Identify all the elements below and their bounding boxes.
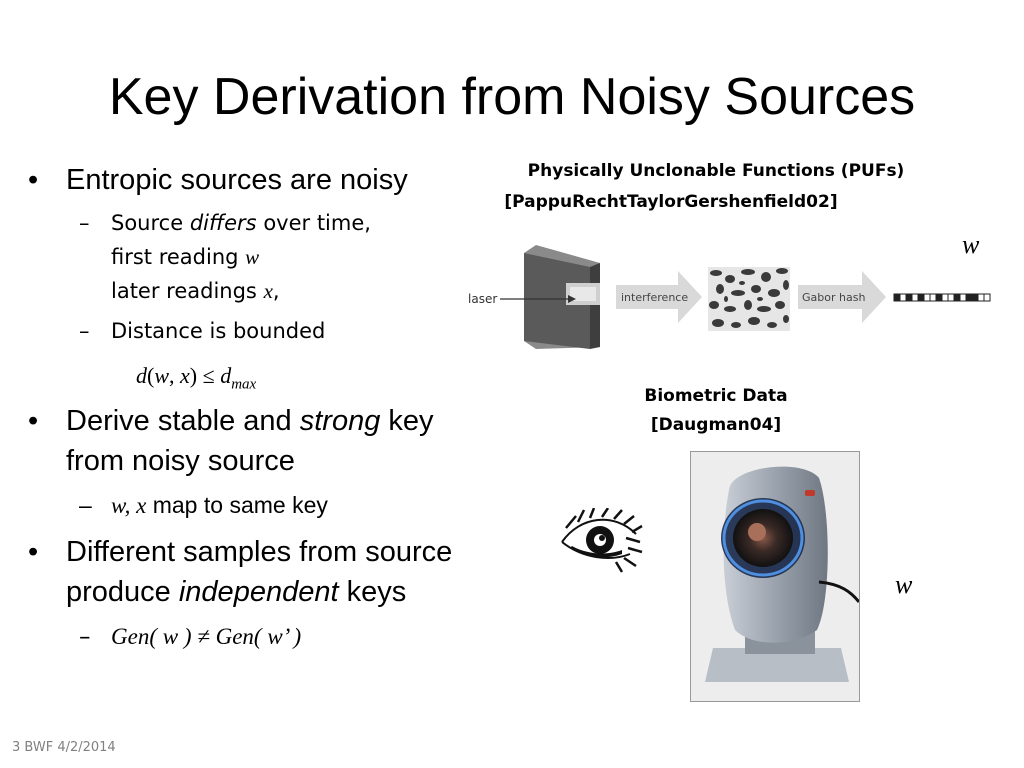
bullet-text: Entropic sources are noisy bbox=[66, 164, 408, 196]
formula-w: w bbox=[154, 363, 170, 388]
puf-caption-title: Physically Unclonable Functions (PUFs) bbox=[527, 161, 905, 181]
bullet-dot: • bbox=[28, 405, 39, 437]
bullet-derive-stable-key bbox=[28, 401, 434, 481]
gen-formula: Gen( w ) ≠ Gen( w’ ) bbox=[111, 624, 302, 649]
sub-bullet-dash: – bbox=[79, 624, 91, 650]
sub-text: over time, bbox=[256, 211, 371, 235]
interference-label: interference bbox=[621, 291, 689, 304]
sub-bullet-map-same-key bbox=[79, 489, 328, 522]
bullet-text: produce bbox=[66, 576, 179, 608]
sub-bullet-distance-bounded bbox=[79, 314, 326, 348]
bullet-text: keys bbox=[338, 576, 407, 608]
formula-x: x bbox=[180, 363, 190, 388]
laser-label: laser bbox=[468, 292, 498, 306]
eye-icon bbox=[556, 508, 644, 574]
formula-subscript: max bbox=[231, 376, 257, 393]
formula-d: d bbox=[136, 363, 147, 388]
bit-string bbox=[894, 294, 990, 301]
variables-w-x: w, x bbox=[111, 493, 147, 518]
biometric-citation-text: [Daugman04] bbox=[650, 415, 782, 435]
slide-title: Key Derivation from Noisy Sources bbox=[108, 68, 916, 126]
puf-caption bbox=[500, 157, 932, 185]
sub-text-emphasis: differs bbox=[189, 211, 257, 235]
sub-bullet-gen-formula bbox=[79, 620, 302, 654]
formula-paren: ( bbox=[147, 363, 155, 388]
iris-scanner-photo bbox=[690, 451, 860, 702]
sub-bullet-dash: – bbox=[79, 492, 92, 518]
bullet-text: Different samples from source bbox=[66, 536, 453, 568]
sub-text: Distance is bounded bbox=[111, 319, 326, 343]
sub-text: later readings bbox=[111, 279, 264, 303]
puf-diagram bbox=[460, 245, 1000, 355]
variable-w: w bbox=[245, 245, 260, 269]
bullet-text-emphasis: strong bbox=[299, 405, 381, 437]
slide-footer: 3 BWF 4/2/2014 bbox=[12, 740, 116, 755]
sub-bullet-dash: – bbox=[79, 319, 90, 343]
sub-text: , bbox=[272, 279, 280, 303]
formula-leq: ) ≤ bbox=[189, 363, 221, 388]
bullet-text: key bbox=[380, 405, 434, 437]
puf-token-block bbox=[524, 245, 600, 349]
sub-text: first reading bbox=[111, 245, 246, 269]
sub-bullet-dash: – bbox=[79, 211, 90, 235]
sub-text: map to same key bbox=[146, 492, 328, 518]
puf-citation-text: [PappuRechtTaylorGershenfield02] bbox=[504, 192, 838, 212]
distance-formula bbox=[136, 360, 256, 400]
biometric-caption-title: Biometric Data bbox=[644, 386, 788, 406]
bullet-dot: • bbox=[28, 164, 39, 196]
iris-scanner-graphic bbox=[691, 452, 859, 701]
puf-w-label: w bbox=[962, 230, 980, 259]
bullet-entropic-sources bbox=[28, 160, 408, 200]
biometric-w-label: w bbox=[895, 570, 913, 599]
gabor-hash-label: Gabor hash bbox=[802, 291, 866, 304]
variable-x: x bbox=[263, 279, 273, 303]
bullet-text: from noisy source bbox=[66, 445, 295, 477]
bullet-dot: • bbox=[28, 536, 39, 568]
formula-comma: , bbox=[169, 363, 181, 388]
formula-dmax: d bbox=[220, 363, 232, 388]
bullet-text: Derive stable and bbox=[66, 405, 300, 437]
bullet-different-samples bbox=[28, 532, 453, 612]
sub-text: Source bbox=[111, 211, 190, 235]
speckle-pattern bbox=[708, 267, 790, 331]
puf-citation bbox=[490, 188, 852, 216]
bullet-text-emphasis: independent bbox=[178, 576, 339, 608]
biometric-citation bbox=[600, 411, 832, 439]
biometric-caption bbox=[600, 382, 832, 410]
sub-bullet-source-differs bbox=[79, 206, 371, 308]
